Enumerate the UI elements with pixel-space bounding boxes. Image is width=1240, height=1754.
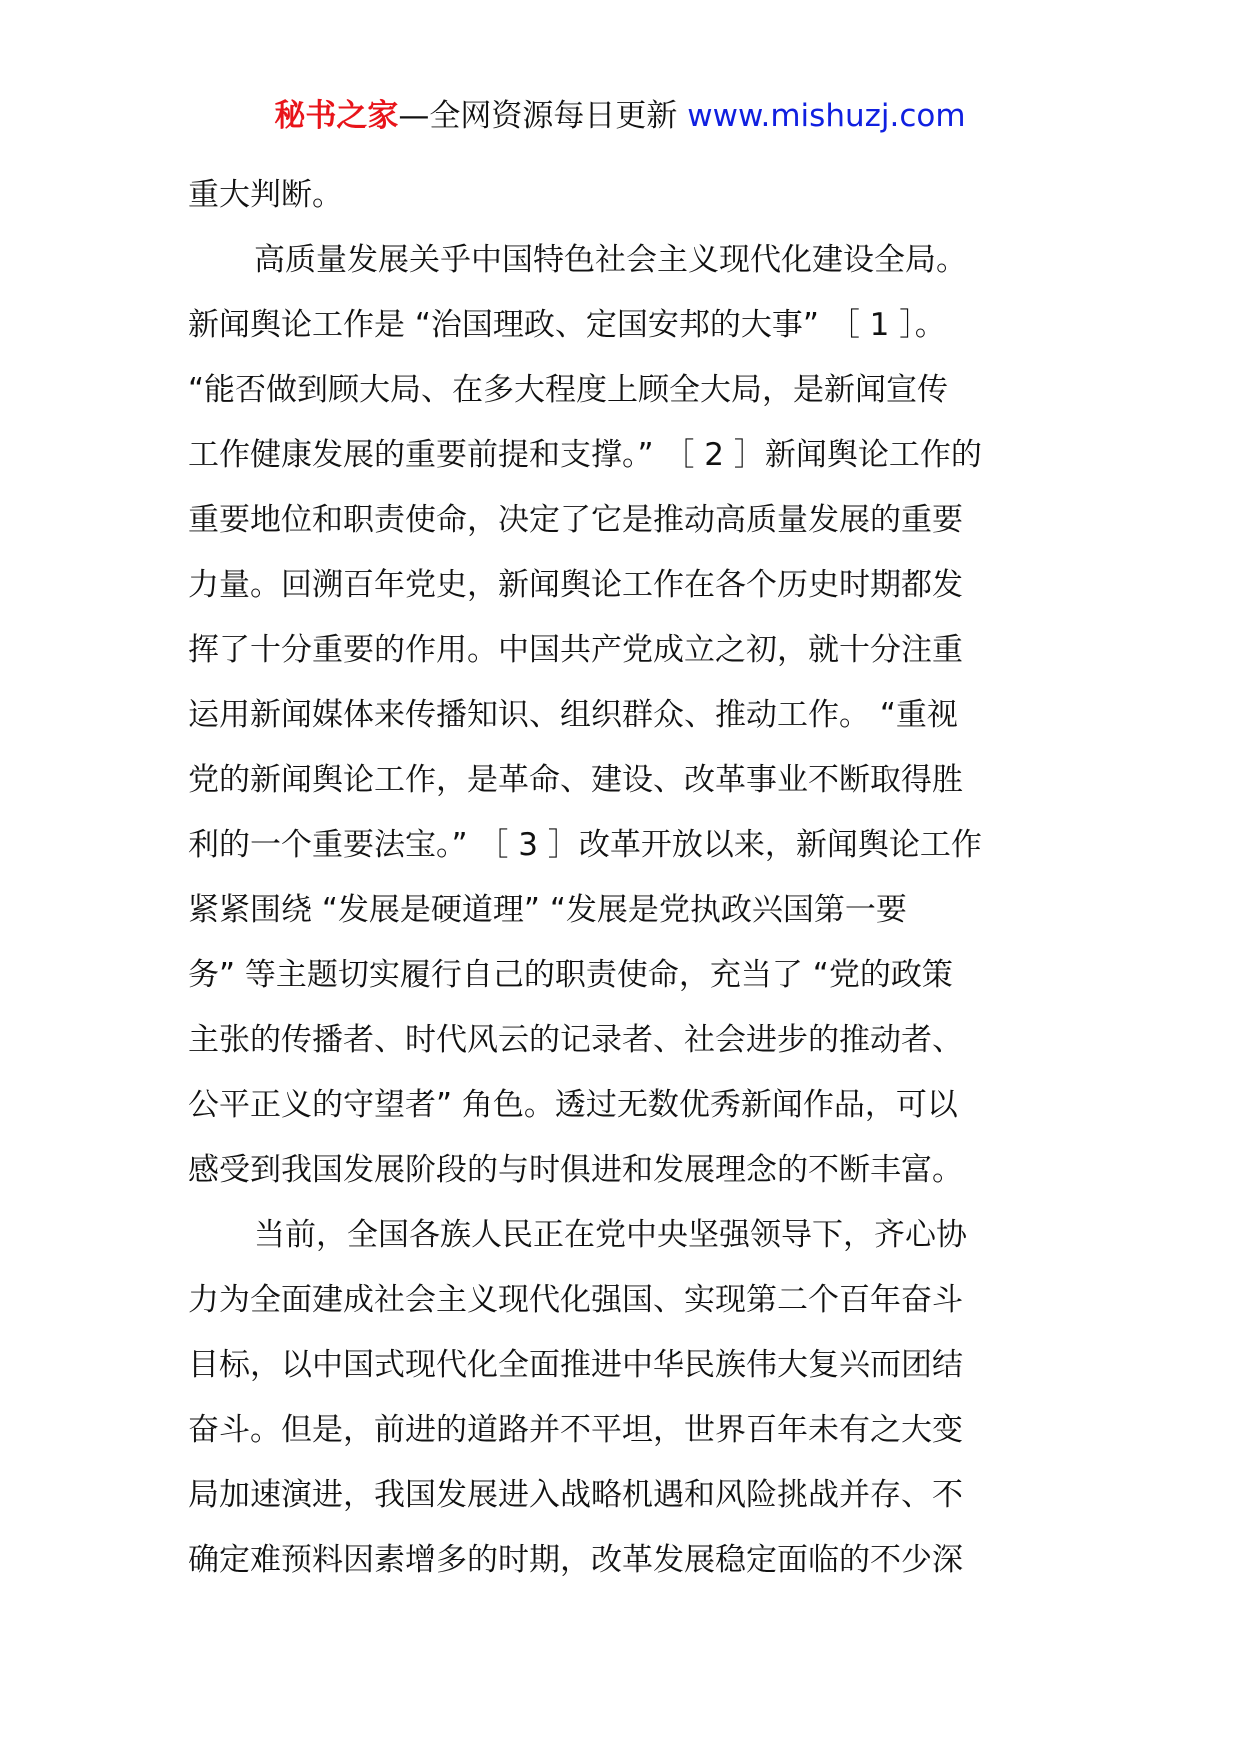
text-line: 工作健康发展的重要前提和支撑。” ［ 2 ］新闻舆论工作的 — [188, 437, 982, 473]
text-line: 主张的传播者、时代风云的记录者、社会进步的推动者、 — [188, 1022, 963, 1058]
text-line: 公平正义的守望者” 角色。透过无数优秀新闻作品，可以 — [188, 1087, 958, 1123]
text-line: 务” 等主题切实履行自己的职责使命，充当了 “党的政策 — [188, 957, 953, 993]
paragraph-start-line: 高质量发展关乎中国特色社会主义现代化建设全局。 — [254, 242, 967, 278]
text-line: 目标，以中国式现代化全面推进中华民族伟大复兴而团结 — [188, 1347, 963, 1383]
brand-name: 秘书之家 — [274, 98, 399, 134]
text-line: 局加速演进，我国发展进入战略机遇和风险挑战并存、不 — [188, 1477, 963, 1513]
text-line: 力量。回溯百年党史，新闻舆论工作在各个历史时期都发 — [188, 567, 963, 603]
site-url-link[interactable]: www.mishuzj.com — [687, 98, 966, 134]
text-line: 挥了十分重要的作用。中国共产党成立之初，就十分注重 — [188, 632, 963, 668]
text-line: 确定难预料因素增多的时期，改革发展稳定面临的不少深 — [188, 1542, 963, 1578]
text-line: 力为全面建成社会主义现代化强国、实现第二个百年奋斗 — [188, 1282, 963, 1318]
paragraph-start-line: 当前，全国各族人民正在党中央坚强领导下，齐心协 — [254, 1217, 967, 1253]
page-header — [0, 96, 1240, 136]
text-line: 紧紧围绕 “发展是硬道理” “发展是党执政兴国第一要 — [188, 892, 907, 928]
document-body — [188, 163, 1068, 1593]
text-line: 重大判断。 — [188, 177, 343, 213]
text-line: 感受到我国发展阶段的与时俱进和发展理念的不断丰富。 — [188, 1152, 963, 1188]
text-line: 奋斗。但是，前进的道路并不平坦，世界百年未有之大变 — [188, 1412, 963, 1448]
header-tagline: —全网资源每日更新 — [398, 98, 688, 134]
text-line: 运用新闻媒体来传播知识、组织群众、推动工作。 “重视 — [188, 697, 958, 733]
text-line: 重要地位和职责使命，决定了它是推动高质量发展的重要 — [188, 502, 963, 538]
text-line: “能否做到顾大局、在多大程度上顾全大局，是新闻宣传 — [188, 372, 949, 408]
text-line: 利的一个重要法宝。” ［ 3 ］改革开放以来，新闻舆论工作 — [188, 827, 982, 863]
text-line: 新闻舆论工作是 “治国理政、定国安邦的大事” ［ 1 ］。 — [188, 307, 946, 343]
text-line: 党的新闻舆论工作，是革命、建设、改革事业不断取得胜 — [188, 762, 963, 798]
